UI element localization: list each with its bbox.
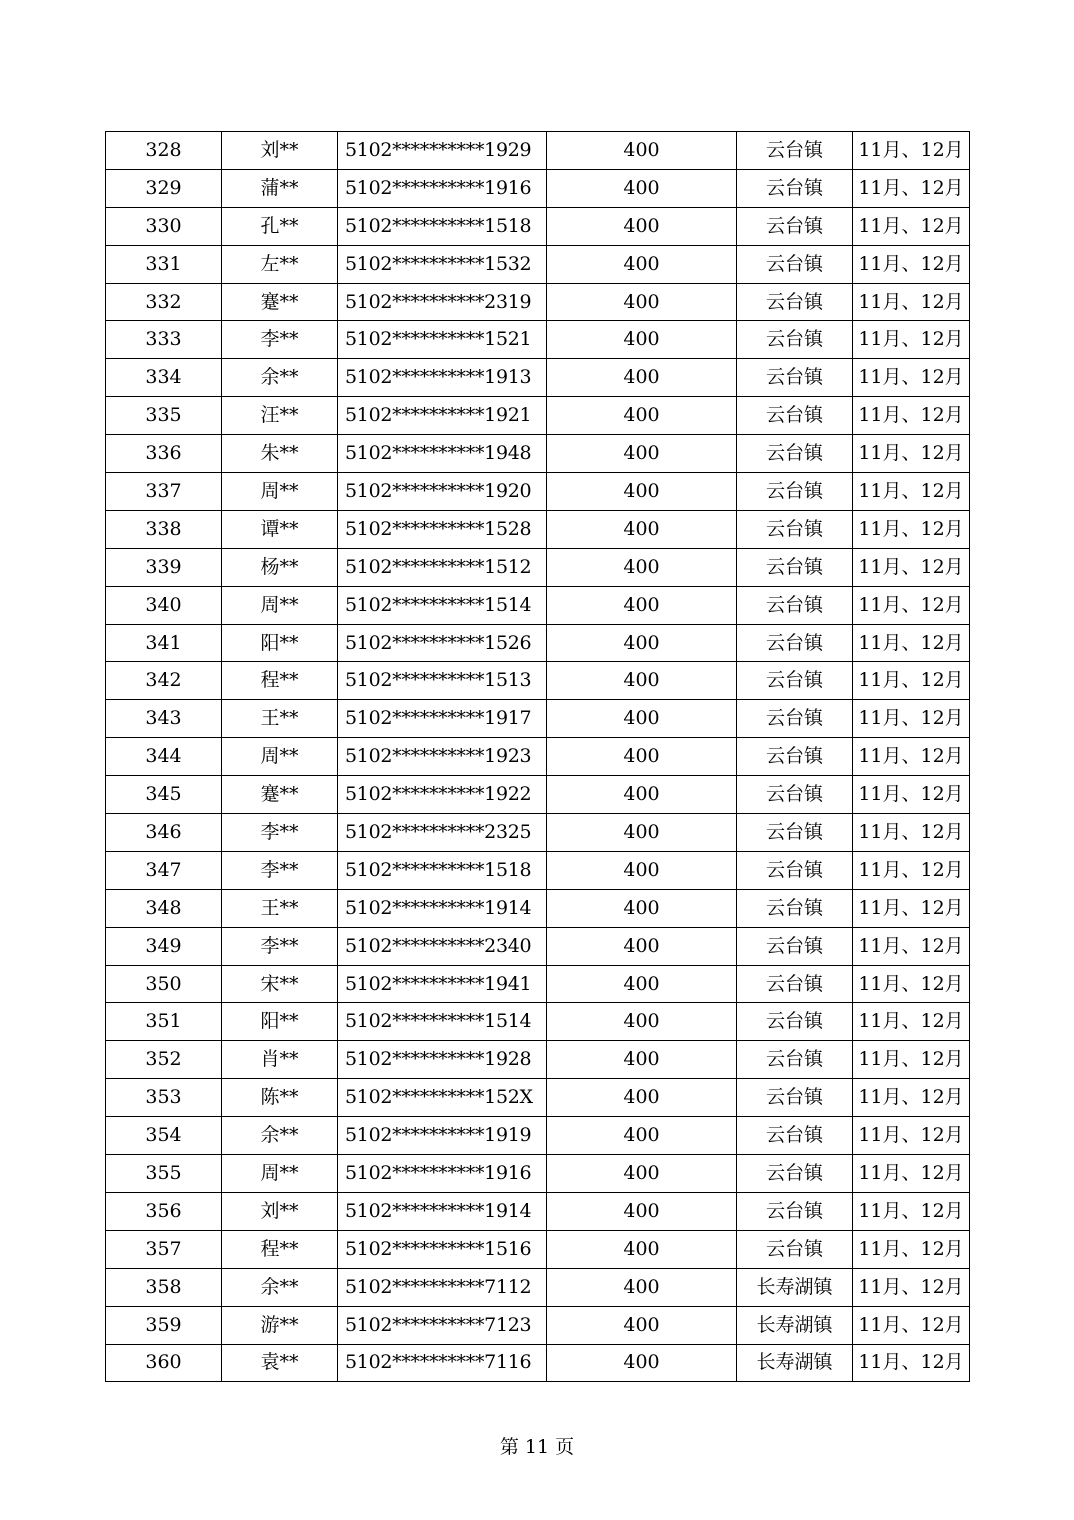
cell-town: 云台镇 bbox=[737, 851, 853, 889]
table-row bbox=[106, 548, 970, 586]
cell-months: 11月、12月 bbox=[853, 586, 970, 624]
cell-id-number: 5102**********1917 bbox=[338, 700, 547, 738]
cell-id-number: 5102**********7123 bbox=[338, 1306, 547, 1344]
cell-id-number: 5102**********1514 bbox=[338, 586, 547, 624]
cell-name: 余** bbox=[222, 359, 338, 397]
cell-name: 蒲** bbox=[222, 169, 338, 207]
cell-months: 11月、12月 bbox=[853, 245, 970, 283]
cell-id-number: 5102**********1528 bbox=[338, 510, 547, 548]
cell-id-number: 5102**********7112 bbox=[338, 1268, 547, 1306]
table-row bbox=[106, 1003, 970, 1041]
cell-name: 阳** bbox=[222, 1003, 338, 1041]
cell-name: 李** bbox=[222, 814, 338, 852]
table-row bbox=[106, 738, 970, 776]
cell-amount: 400 bbox=[547, 776, 737, 814]
cell-town: 云台镇 bbox=[737, 169, 853, 207]
cell-amount: 400 bbox=[547, 397, 737, 435]
cell-months: 11月、12月 bbox=[853, 397, 970, 435]
cell-months: 11月、12月 bbox=[853, 700, 970, 738]
cell-name: 谭** bbox=[222, 510, 338, 548]
cell-id-number: 5102**********1916 bbox=[338, 169, 547, 207]
cell-town: 云台镇 bbox=[737, 207, 853, 245]
cell-town: 云台镇 bbox=[737, 435, 853, 473]
cell-id-number: 5102**********7116 bbox=[338, 1344, 547, 1382]
cell-index: 352 bbox=[106, 1041, 222, 1079]
cell-months: 11月、12月 bbox=[853, 1003, 970, 1041]
cell-months: 11月、12月 bbox=[853, 1268, 970, 1306]
cell-name: 左** bbox=[222, 245, 338, 283]
cell-index: 342 bbox=[106, 662, 222, 700]
cell-id-number: 5102**********1920 bbox=[338, 473, 547, 511]
cell-town: 长寿湖镇 bbox=[737, 1268, 853, 1306]
cell-index: 345 bbox=[106, 776, 222, 814]
cell-town: 云台镇 bbox=[737, 397, 853, 435]
cell-town: 云台镇 bbox=[737, 245, 853, 283]
cell-index: 337 bbox=[106, 473, 222, 511]
cell-amount: 400 bbox=[547, 1344, 737, 1382]
cell-index: 356 bbox=[106, 1192, 222, 1230]
cell-name: 余** bbox=[222, 1268, 338, 1306]
cell-index: 348 bbox=[106, 889, 222, 927]
table-row bbox=[106, 889, 970, 927]
cell-town: 云台镇 bbox=[737, 321, 853, 359]
table-row bbox=[106, 397, 970, 435]
cell-months: 11月、12月 bbox=[853, 207, 970, 245]
cell-amount: 400 bbox=[547, 169, 737, 207]
cell-town: 云台镇 bbox=[737, 927, 853, 965]
beneficiary-table bbox=[105, 131, 970, 1382]
cell-index: 332 bbox=[106, 283, 222, 321]
page-number: 第 11 页 bbox=[499, 1436, 575, 1458]
table-row bbox=[106, 283, 970, 321]
cell-months: 11月、12月 bbox=[853, 359, 970, 397]
cell-amount: 400 bbox=[547, 1003, 737, 1041]
table-row bbox=[106, 1268, 970, 1306]
cell-name: 王** bbox=[222, 889, 338, 927]
table-row bbox=[106, 776, 970, 814]
cell-name: 袁** bbox=[222, 1344, 338, 1382]
cell-town: 云台镇 bbox=[737, 776, 853, 814]
cell-months: 11月、12月 bbox=[853, 473, 970, 511]
cell-amount: 400 bbox=[547, 1268, 737, 1306]
cell-amount: 400 bbox=[547, 1117, 737, 1155]
cell-town: 云台镇 bbox=[737, 1041, 853, 1079]
cell-town: 云台镇 bbox=[737, 814, 853, 852]
cell-index: 339 bbox=[106, 548, 222, 586]
cell-id-number: 5102**********1526 bbox=[338, 624, 547, 662]
cell-id-number: 5102**********1521 bbox=[338, 321, 547, 359]
table-row bbox=[106, 662, 970, 700]
cell-index: 359 bbox=[106, 1306, 222, 1344]
cell-name: 陈** bbox=[222, 1079, 338, 1117]
cell-town: 云台镇 bbox=[737, 1155, 853, 1193]
table-row bbox=[106, 435, 970, 473]
cell-name: 朱** bbox=[222, 435, 338, 473]
table-row bbox=[106, 700, 970, 738]
cell-amount: 400 bbox=[547, 548, 737, 586]
cell-index: 343 bbox=[106, 700, 222, 738]
cell-name: 蹇** bbox=[222, 283, 338, 321]
cell-months: 11月、12月 bbox=[853, 662, 970, 700]
cell-amount: 400 bbox=[547, 1079, 737, 1117]
cell-name: 周** bbox=[222, 1155, 338, 1193]
cell-amount: 400 bbox=[547, 1306, 737, 1344]
cell-id-number: 5102**********1518 bbox=[338, 851, 547, 889]
cell-months: 11月、12月 bbox=[853, 169, 970, 207]
cell-name: 李** bbox=[222, 927, 338, 965]
cell-town: 云台镇 bbox=[737, 1192, 853, 1230]
cell-name: 蹇** bbox=[222, 776, 338, 814]
cell-months: 11月、12月 bbox=[853, 851, 970, 889]
cell-name: 游** bbox=[222, 1306, 338, 1344]
cell-index: 358 bbox=[106, 1268, 222, 1306]
cell-index: 355 bbox=[106, 1155, 222, 1193]
cell-town: 云台镇 bbox=[737, 1003, 853, 1041]
cell-amount: 400 bbox=[547, 359, 737, 397]
cell-amount: 400 bbox=[547, 965, 737, 1003]
table-row bbox=[106, 1155, 970, 1193]
table-row bbox=[106, 1230, 970, 1268]
cell-id-number: 5102**********1929 bbox=[338, 132, 547, 170]
cell-months: 11月、12月 bbox=[853, 1079, 970, 1117]
cell-index: 335 bbox=[106, 397, 222, 435]
cell-town: 云台镇 bbox=[737, 359, 853, 397]
table-row bbox=[106, 359, 970, 397]
table-row bbox=[106, 624, 970, 662]
cell-name: 肖** bbox=[222, 1041, 338, 1079]
cell-name: 刘** bbox=[222, 132, 338, 170]
cell-index: 349 bbox=[106, 927, 222, 965]
cell-town: 云台镇 bbox=[737, 548, 853, 586]
cell-months: 11月、12月 bbox=[853, 510, 970, 548]
cell-town: 云台镇 bbox=[737, 1230, 853, 1268]
cell-id-number: 5102**********1914 bbox=[338, 889, 547, 927]
cell-id-number: 5102**********1518 bbox=[338, 207, 547, 245]
table-row bbox=[106, 1117, 970, 1155]
cell-town: 云台镇 bbox=[737, 1117, 853, 1155]
cell-amount: 400 bbox=[547, 662, 737, 700]
table-row bbox=[106, 965, 970, 1003]
cell-amount: 400 bbox=[547, 851, 737, 889]
cell-id-number: 5102**********1916 bbox=[338, 1155, 547, 1193]
cell-name: 周** bbox=[222, 473, 338, 511]
cell-town: 云台镇 bbox=[737, 889, 853, 927]
cell-id-number: 5102**********1513 bbox=[338, 662, 547, 700]
cell-amount: 400 bbox=[547, 207, 737, 245]
cell-town: 云台镇 bbox=[737, 1079, 853, 1117]
cell-town: 云台镇 bbox=[737, 283, 853, 321]
cell-months: 11月、12月 bbox=[853, 965, 970, 1003]
cell-id-number: 5102**********2340 bbox=[338, 927, 547, 965]
cell-amount: 400 bbox=[547, 700, 737, 738]
cell-months: 11月、12月 bbox=[853, 776, 970, 814]
cell-index: 333 bbox=[106, 321, 222, 359]
cell-id-number: 5102**********2325 bbox=[338, 814, 547, 852]
table-row bbox=[106, 207, 970, 245]
cell-town: 云台镇 bbox=[737, 510, 853, 548]
cell-id-number: 5102**********1922 bbox=[338, 776, 547, 814]
table-row bbox=[106, 473, 970, 511]
table-row bbox=[106, 851, 970, 889]
cell-amount: 400 bbox=[547, 435, 737, 473]
table-row bbox=[106, 169, 970, 207]
cell-amount: 400 bbox=[547, 1192, 737, 1230]
table-row bbox=[106, 132, 970, 170]
cell-id-number: 5102**********1913 bbox=[338, 359, 547, 397]
cell-index: 347 bbox=[106, 851, 222, 889]
cell-name: 王** bbox=[222, 700, 338, 738]
cell-amount: 400 bbox=[547, 245, 737, 283]
cell-index: 331 bbox=[106, 245, 222, 283]
cell-name: 程** bbox=[222, 662, 338, 700]
table-row bbox=[106, 510, 970, 548]
cell-name: 周** bbox=[222, 586, 338, 624]
cell-name: 阳** bbox=[222, 624, 338, 662]
cell-id-number: 5102**********1532 bbox=[338, 245, 547, 283]
cell-amount: 400 bbox=[547, 1155, 737, 1193]
cell-id-number: 5102**********1941 bbox=[338, 965, 547, 1003]
cell-index: 338 bbox=[106, 510, 222, 548]
table-row bbox=[106, 1079, 970, 1117]
cell-id-number: 5102**********2319 bbox=[338, 283, 547, 321]
cell-index: 328 bbox=[106, 132, 222, 170]
cell-months: 11月、12月 bbox=[853, 548, 970, 586]
cell-id-number: 5102**********1919 bbox=[338, 1117, 547, 1155]
cell-amount: 400 bbox=[547, 321, 737, 359]
cell-index: 351 bbox=[106, 1003, 222, 1041]
cell-id-number: 5102**********1914 bbox=[338, 1192, 547, 1230]
cell-name: 程** bbox=[222, 1230, 338, 1268]
cell-amount: 400 bbox=[547, 510, 737, 548]
cell-index: 336 bbox=[106, 435, 222, 473]
cell-amount: 400 bbox=[547, 473, 737, 511]
cell-amount: 400 bbox=[547, 889, 737, 927]
cell-months: 11月、12月 bbox=[853, 1344, 970, 1382]
cell-index: 360 bbox=[106, 1344, 222, 1382]
cell-index: 346 bbox=[106, 814, 222, 852]
cell-id-number: 5102**********1512 bbox=[338, 548, 547, 586]
cell-name: 李** bbox=[222, 321, 338, 359]
cell-index: 341 bbox=[106, 624, 222, 662]
cell-amount: 400 bbox=[547, 283, 737, 321]
cell-town: 云台镇 bbox=[737, 662, 853, 700]
cell-months: 11月、12月 bbox=[853, 927, 970, 965]
cell-amount: 400 bbox=[547, 814, 737, 852]
table-row bbox=[106, 1344, 970, 1382]
cell-amount: 400 bbox=[547, 624, 737, 662]
cell-months: 11月、12月 bbox=[853, 1155, 970, 1193]
table-body bbox=[106, 132, 970, 1382]
cell-months: 11月、12月 bbox=[853, 132, 970, 170]
cell-amount: 400 bbox=[547, 1230, 737, 1268]
cell-months: 11月、12月 bbox=[853, 1041, 970, 1079]
table-row bbox=[106, 245, 970, 283]
cell-amount: 400 bbox=[547, 1041, 737, 1079]
cell-months: 11月、12月 bbox=[853, 1192, 970, 1230]
cell-months: 11月、12月 bbox=[853, 1117, 970, 1155]
cell-months: 11月、12月 bbox=[853, 1306, 970, 1344]
cell-months: 11月、12月 bbox=[853, 624, 970, 662]
cell-months: 11月、12月 bbox=[853, 814, 970, 852]
cell-amount: 400 bbox=[547, 927, 737, 965]
table-row bbox=[106, 927, 970, 965]
cell-index: 329 bbox=[106, 169, 222, 207]
cell-town: 云台镇 bbox=[737, 473, 853, 511]
cell-id-number: 5102**********1921 bbox=[338, 397, 547, 435]
cell-months: 11月、12月 bbox=[853, 889, 970, 927]
cell-name: 宋** bbox=[222, 965, 338, 1003]
cell-town: 云台镇 bbox=[737, 738, 853, 776]
cell-town: 云台镇 bbox=[737, 700, 853, 738]
cell-index: 340 bbox=[106, 586, 222, 624]
cell-name: 刘** bbox=[222, 1192, 338, 1230]
cell-name: 周** bbox=[222, 738, 338, 776]
cell-amount: 400 bbox=[547, 586, 737, 624]
cell-months: 11月、12月 bbox=[853, 738, 970, 776]
cell-index: 357 bbox=[106, 1230, 222, 1268]
cell-id-number: 5102**********1928 bbox=[338, 1041, 547, 1079]
table-row bbox=[106, 321, 970, 359]
cell-index: 344 bbox=[106, 738, 222, 776]
table-row bbox=[106, 586, 970, 624]
cell-index: 330 bbox=[106, 207, 222, 245]
cell-name: 余** bbox=[222, 1117, 338, 1155]
cell-id-number: 5102**********1514 bbox=[338, 1003, 547, 1041]
cell-index: 354 bbox=[106, 1117, 222, 1155]
cell-name: 汪** bbox=[222, 397, 338, 435]
cell-months: 11月、12月 bbox=[853, 321, 970, 359]
cell-months: 11月、12月 bbox=[853, 283, 970, 321]
cell-id-number: 5102**********1516 bbox=[338, 1230, 547, 1268]
cell-town: 云台镇 bbox=[737, 586, 853, 624]
cell-index: 350 bbox=[106, 965, 222, 1003]
cell-town: 云台镇 bbox=[737, 132, 853, 170]
cell-id-number: 5102**********152X bbox=[338, 1079, 547, 1117]
cell-name: 李** bbox=[222, 851, 338, 889]
cell-town: 长寿湖镇 bbox=[737, 1306, 853, 1344]
cell-months: 11月、12月 bbox=[853, 435, 970, 473]
table-row bbox=[106, 1041, 970, 1079]
table-row bbox=[106, 1306, 970, 1344]
cell-town: 长寿湖镇 bbox=[737, 1344, 853, 1382]
cell-amount: 400 bbox=[547, 132, 737, 170]
cell-amount: 400 bbox=[547, 738, 737, 776]
table-row bbox=[106, 1192, 970, 1230]
cell-index: 334 bbox=[106, 359, 222, 397]
cell-id-number: 5102**********1948 bbox=[338, 435, 547, 473]
cell-town: 云台镇 bbox=[737, 624, 853, 662]
table-row bbox=[106, 814, 970, 852]
cell-months: 11月、12月 bbox=[853, 1230, 970, 1268]
cell-id-number: 5102**********1923 bbox=[338, 738, 547, 776]
cell-index: 353 bbox=[106, 1079, 222, 1117]
cell-name: 杨** bbox=[222, 548, 338, 586]
cell-town: 云台镇 bbox=[737, 965, 853, 1003]
cell-name: 孔** bbox=[222, 207, 338, 245]
